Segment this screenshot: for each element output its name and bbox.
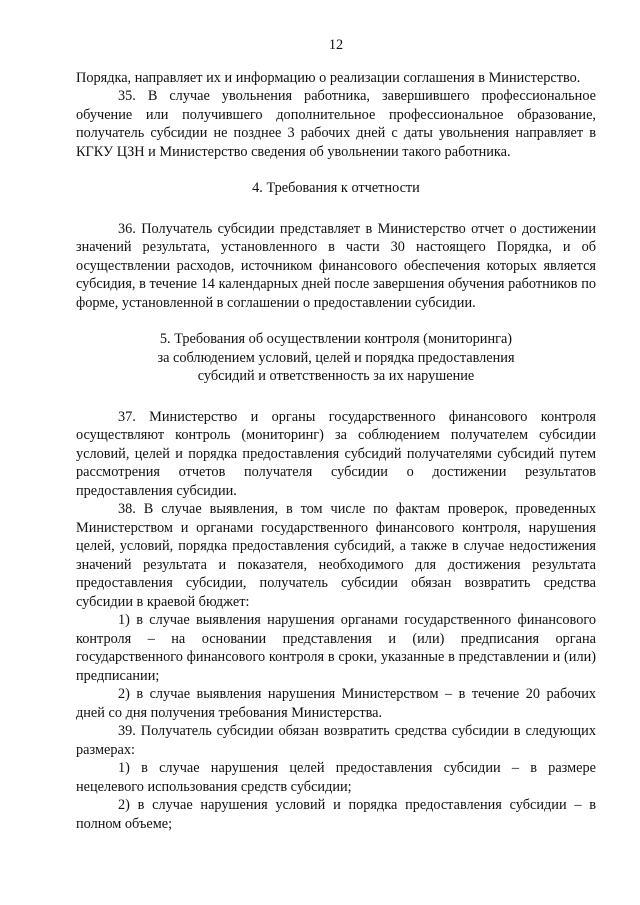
paragraph-continuation: Порядка, направляет их и информацию о реализации соглашения в Министерство. xyxy=(76,69,581,86)
section-5-heading-line-3: субсидий и ответственность за их нарушение xyxy=(197,368,475,384)
paragraph-36: 36. Получатель субсидии представляет в Министерство отчет о достижении значений результата, установленного в части 30 настоящего Порядка, и об осуществлении расходов, источником финансового обеспечения которых является субсидия, в течение 14 календарных дней после завершения обучения работников по форме, установленной в соглашении о предоставлении субсидии. xyxy=(76,220,596,311)
section-5-heading xyxy=(76,330,596,386)
paragraph-38: 38. В случае выявления, в том числе по фактам проверок, проведенных Министерством и органами государственного финансового контроля, нарушения целей, условий, порядка предоставления субсидий, а также в случае недостижения значений результата и показателя, необходимого для достижения результата предоставления субсидии, получатель субсидии обязан возвратить средства субсидии в краевой бюджет: xyxy=(76,501,596,610)
section-5-heading-line-2: за соблюдением условий, целей и порядка предоставления xyxy=(157,349,515,366)
paragraph-35: 35. В случае увольнения работника, завершившего профессиональное обучение или получившего дополнительное профессиональное образование, получатель субсидии не позднее 3 рабочих дней с даты увольнения направляет в КГКУ ЦЗН и Министерство сведения об увольнении такого работника. xyxy=(76,88,596,160)
paragraph-39: 39. Получатель субсидии обязан возвратить средства субсидии в следующих размерах: xyxy=(76,723,596,758)
paragraph-38-item-1: 1) в случае выявления нарушения органами государственного финансового контроля – на основании представления и (или) предписания органа государственного финансового контроля в сроки, указанные в представлении и (или) предписании; xyxy=(76,612,596,684)
document-page xyxy=(76,36,596,833)
page-number: 12 xyxy=(328,37,344,53)
section-4-heading: 4. Требования к отчетности xyxy=(252,180,420,196)
section-5-heading-line-1: 5. Требования об осуществлении контроля (мониторинга) xyxy=(159,331,513,347)
paragraph-37: 37. Министерство и органы государственного финансового контроля осуществляют контроль (мониторинг) за соблюдением получателем субсидии условий, целей и порядка предоставления субсидий получателями субсидий путем рассмотрения отчетов получателя субсидии о достижении результатов предоставления субсидии. xyxy=(76,408,596,499)
paragraph-38-item-2: 2) в случае выявления нарушения Министерством – в течение 20 рабочих дней со дня получения требования Министерства. xyxy=(76,686,596,721)
paragraph-39-item-2: 2) в случае нарушения условий и порядка предоставления субсидии – в полном объеме; xyxy=(76,797,596,832)
paragraph-39-item-1: 1) в случае нарушения целей предоставления субсидии – в размере нецелевого использования средств субсидии; xyxy=(76,760,596,795)
